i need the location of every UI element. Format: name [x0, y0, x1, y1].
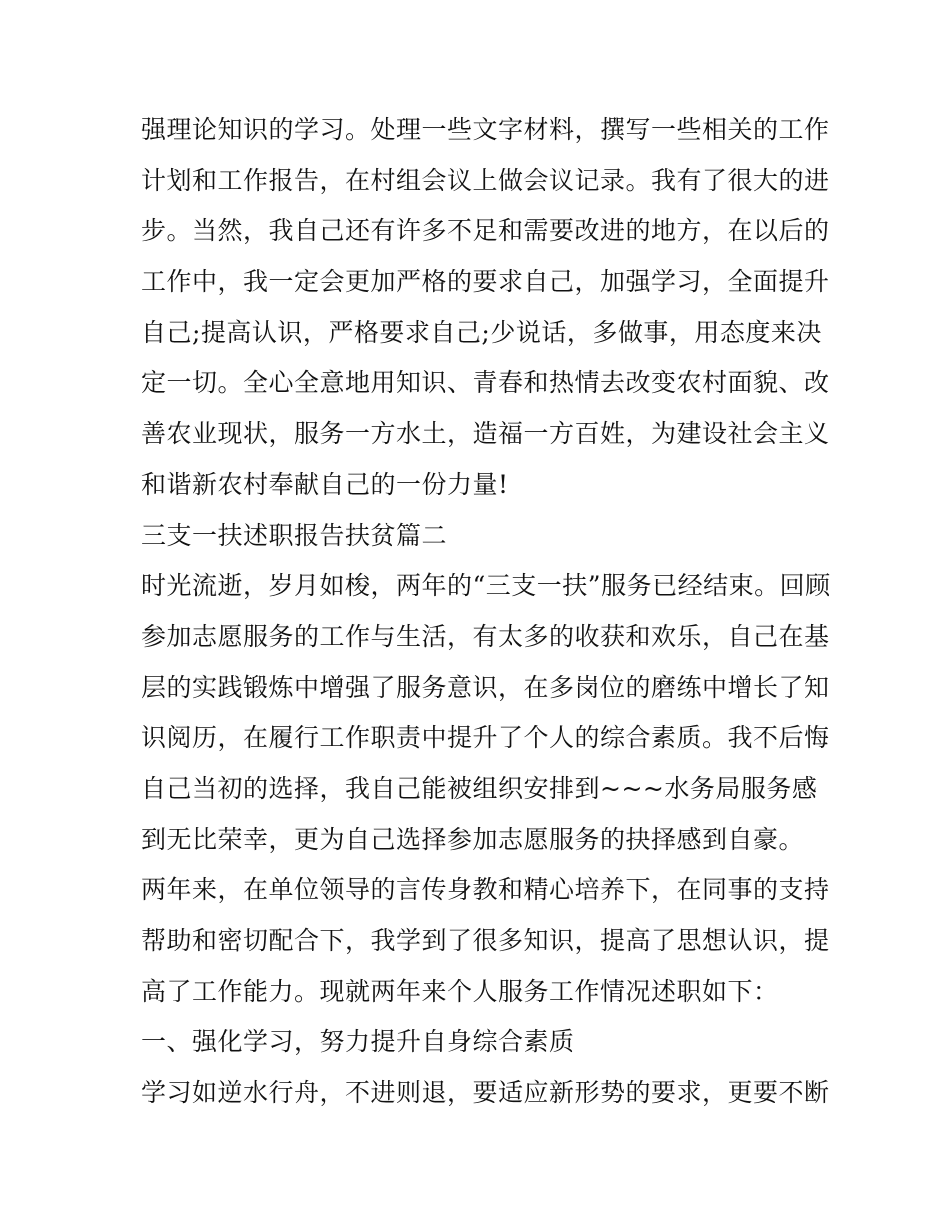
text-line: 帮助和密切配合下，我学到了很多知识，提高了思想认识，提 [141, 926, 830, 955]
text-line: 高了工作能力。现就两年来个人服务工作情况述职如下： [141, 976, 779, 1006]
text-line: 工作中，我一定会更加严格的要求自己，加强学习，全面提升 [141, 267, 830, 297]
text-line: 定一切。全心全意地用知识、青春和热情去改变农村面貌、改 [141, 368, 830, 398]
section-heading: 三支一扶述职报告扶贫篇二 [141, 520, 448, 550]
text-line: 识阅历，在履行工作职责中提升了个人的综合素质。我不后悔 [141, 723, 830, 753]
text-line: 参加志愿服务的工作与生活，有太多的收获和欢乐，自己在基 [141, 621, 830, 651]
text-line: 到无比荣幸，更为自己选择参加志愿服务的抉择感到自豪。 [141, 824, 805, 854]
text-line: 学习如逆水行舟，不进则退，要适应新形势的要求，更要不断 [141, 1078, 830, 1108]
document-body [141, 105, 831, 1119]
text-line: 和谐新农村奉献自己的一份力量! [141, 469, 509, 499]
text-line: 时光流逝，岁月如梭，两年的“三支一扶”服务已经结束。回顾 [141, 571, 831, 601]
text-line: 善农业现状，服务一方水土，造福一方百姓，为建设社会主义 [141, 419, 830, 449]
text-line: 自己;提高认识，严格要求自己;少说话，多做事，用态度来决 [141, 317, 822, 347]
subsection-heading: 一、强化学习，努力提升自身综合素质 [141, 1027, 575, 1057]
text-line: 步。当然，我自己还有许多不足和需要改进的地方，在以后的 [141, 216, 830, 246]
text-line: 自己当初的选择，我自己能被组织安排到~~~水务局服务感 [141, 773, 818, 803]
text-line: 两年来，在单位领导的言传身教和精心培养下，在同事的支持 [141, 875, 830, 905]
text-line: 强理论知识的学习。处理一些文字材料，撰写一些相关的工作 [141, 115, 830, 144]
text-line: 计划和工作报告，在村组会议上做会议记录。我有了很大的进 [141, 165, 830, 195]
text-line: 层的实践锻炼中增强了服务意识，在多岗位的磨练中增长了知 [141, 672, 830, 702]
